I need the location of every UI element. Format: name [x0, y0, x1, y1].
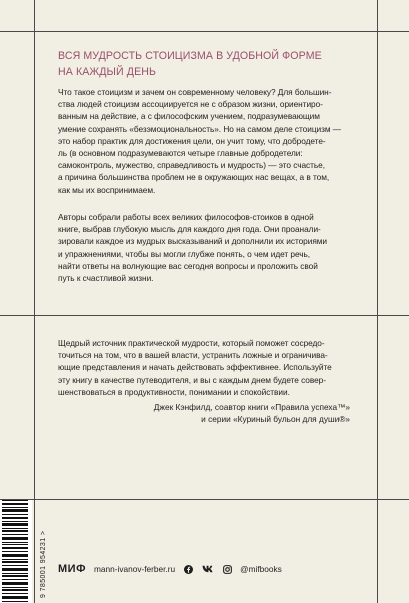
text-line: умение сохранять «безэмоциональность». Но на самом деле стоицизм —	[58, 123, 342, 134]
text-line: и упражнениями, чтобы вы могли глубже понять, о чем идет речь,	[58, 248, 311, 259]
text-line: ль (в основном подразумеваются четыре главные добродетели:	[58, 148, 303, 159]
attribution-line: и серии «Куриный бульон для души®»	[201, 414, 350, 425]
publisher-logo: МИФ	[58, 563, 86, 575]
headline-line: ВСЯ МУДРОСТЬ СТОИЦИЗМА В УДОБНОЙ ФОРМЕ	[58, 50, 322, 62]
frame-line-top	[0, 31, 409, 32]
attribution-line: Джек Кэнфилд, соавтор книги «Правила успеха™»	[153, 402, 350, 412]
text-line: самоконтроль, мужество, справедливость и мудрость) — это счастье,	[58, 160, 325, 171]
frame-line-right	[377, 0, 378, 603]
testimonial-quote	[58, 337, 350, 398]
text-line: ства людей стоицизм ассоциируется не с образом жизни, ориентиро-	[58, 99, 323, 110]
text-line: это набор практик для достижения цели, он учит тому, что добродете-	[58, 135, 326, 146]
publisher-footer	[58, 561, 379, 577]
text-line: путь к счастливой жизни.	[58, 273, 154, 284]
text-line: найти ответы на волнующие вас сегодня вопросы и проложить свой	[58, 260, 318, 271]
description-paragraph-2	[58, 211, 350, 284]
barcode	[0, 500, 32, 603]
text-line: ванным на действие, а с философским учением, подразумевающим	[58, 111, 320, 122]
text-line: Авторы собрали работы всех великих философов-стоиков в одной	[58, 212, 314, 222]
description-paragraph-1	[58, 86, 350, 196]
text-line: зировали каждое из мудрых высказываний и дополнили их историями	[58, 236, 328, 247]
facebook-icon[interactable]	[183, 564, 193, 574]
frame-line-bottom	[0, 499, 409, 500]
text-line: как мы их воспринимаем.	[58, 184, 156, 195]
text-line: эту книгу в качестве путеводителя, и вы с каждым днем будете совер-	[58, 374, 326, 385]
barcode-bars	[0, 500, 32, 603]
text-line: ющие представления и начать действовать эффективнее. Используйте	[58, 362, 332, 373]
text-line: а причина большинства проблем не в окружающих нас вещах, а в том,	[58, 172, 330, 183]
instagram-icon[interactable]	[222, 564, 232, 574]
text-line: книге, выбрав глубокую мысль для каждого дня года. Они проанали-	[58, 224, 321, 235]
quote-attribution	[58, 401, 350, 425]
headline	[58, 48, 350, 80]
text-line: Щедрый источник практической мудрости, который поможет сосредо-	[58, 338, 325, 348]
headline-line: НА КАЖДЫЙ ДЕНЬ	[58, 66, 157, 78]
frame-line-middle	[0, 315, 409, 316]
vk-icon[interactable]	[201, 564, 214, 574]
frame-line-left	[34, 0, 35, 603]
publisher-website[interactable]: mann-ivanov-ferber.ru	[93, 564, 176, 574]
text-line: шенствоваться в продуктивности, понимании и спокойствии.	[58, 386, 290, 397]
text-line: точиться на том, что в вашей власти, устранить ложные и ограничива-	[58, 350, 328, 361]
isbn-number: 9 785001 954231 >	[40, 530, 47, 598]
social-handle[interactable]: @mifbooks	[240, 564, 282, 574]
text-line: Что такое стоицизм и зачем он современному человеку? Для большин-	[58, 87, 332, 97]
